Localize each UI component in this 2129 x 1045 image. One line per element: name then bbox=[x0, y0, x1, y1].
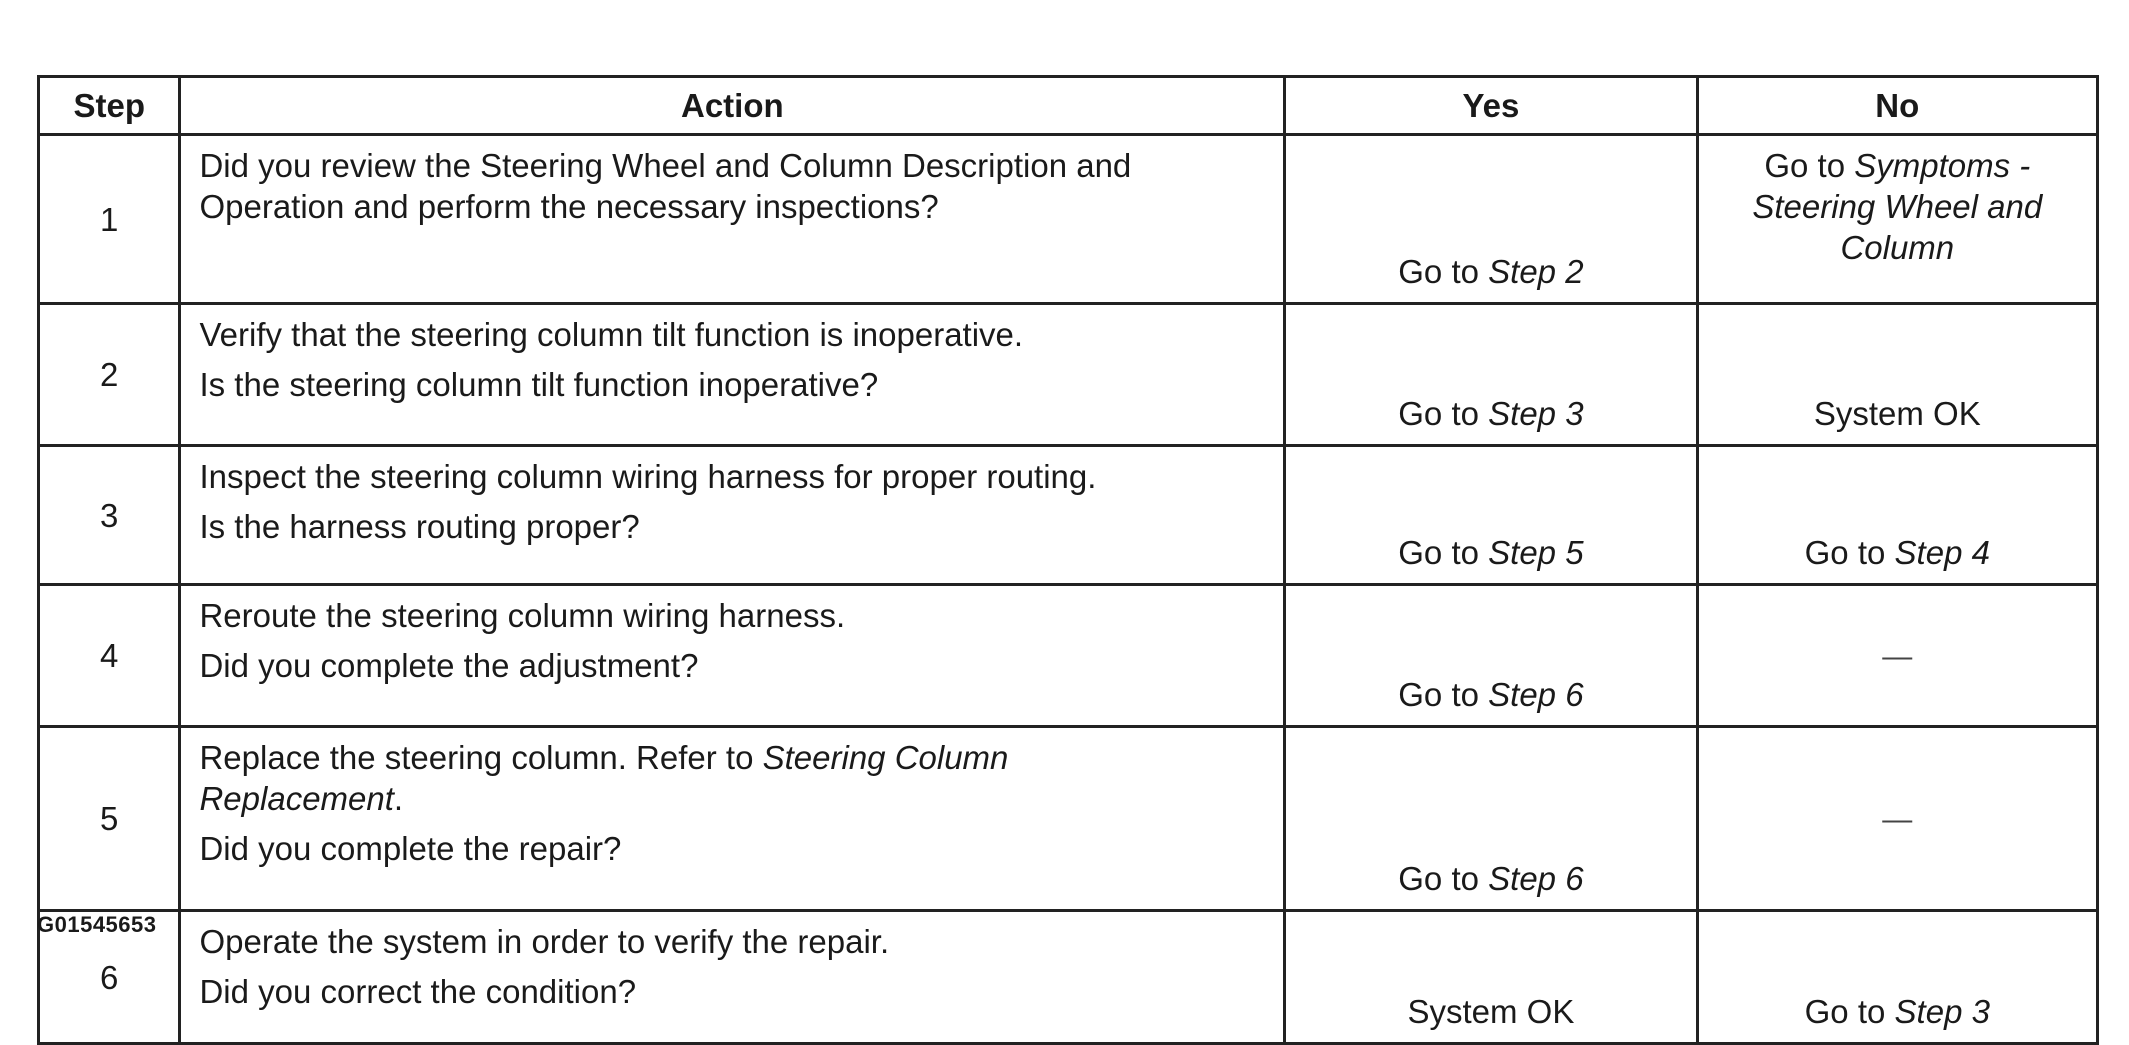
no-step-link[interactable]: Step 4 bbox=[1894, 534, 1990, 571]
yes-cell bbox=[1285, 585, 1697, 727]
yes-step-link[interactable]: Step 6 bbox=[1488, 860, 1584, 897]
no-prefix: Go to bbox=[1764, 147, 1855, 184]
step-number: 3 bbox=[39, 446, 180, 585]
yes-prefix: Go to bbox=[1398, 860, 1489, 897]
header-action: Action bbox=[180, 77, 1285, 135]
no-cell bbox=[1697, 446, 2097, 585]
yes-prefix: Go to bbox=[1398, 253, 1489, 290]
no-cell bbox=[1697, 727, 2097, 911]
table-row bbox=[39, 727, 2098, 911]
step-number: 6 bbox=[39, 911, 180, 1044]
not-applicable-dash: — bbox=[1882, 640, 1913, 673]
table-header-row bbox=[39, 77, 2098, 135]
header-no: No bbox=[1697, 77, 2097, 135]
step-number: 5 bbox=[39, 727, 180, 911]
header-step: Step bbox=[39, 77, 180, 135]
no-prefix: Go to bbox=[1804, 534, 1895, 571]
table-row bbox=[39, 911, 2098, 1044]
action-text: Operate the system in order to verify the repair. bbox=[199, 923, 890, 960]
no-prefix: Go to bbox=[1804, 993, 1895, 1030]
diagnostic-table bbox=[37, 75, 2099, 1045]
step-number: 1 bbox=[39, 135, 180, 304]
action-cell bbox=[180, 911, 1285, 1044]
action-cell bbox=[180, 446, 1285, 585]
no-cell bbox=[1697, 135, 2097, 304]
yes-cell bbox=[1285, 135, 1697, 304]
yes-cell bbox=[1285, 446, 1697, 585]
table-row bbox=[39, 446, 2098, 585]
action-text: Did you review the Steering Wheel and Column Description and bbox=[199, 147, 1132, 184]
no-symptoms-link[interactable]: Symptoms - bbox=[1854, 147, 2031, 184]
action-question: Is the harness routing proper? bbox=[199, 508, 640, 545]
yes-prefix: Go to bbox=[1398, 534, 1489, 571]
action-question: Did you correct the condition? bbox=[199, 973, 637, 1010]
no-cell bbox=[1697, 911, 2097, 1044]
table-row bbox=[39, 585, 2098, 727]
table-row bbox=[39, 304, 2098, 446]
yes-step-link[interactable]: Step 3 bbox=[1488, 395, 1584, 432]
table-row bbox=[39, 135, 2098, 304]
action-text: Inspect the steering column wiring harness for proper routing. bbox=[199, 458, 1097, 495]
figure-id: G01545653 bbox=[37, 912, 157, 937]
action-prefix: Replace the steering column. Refer to bbox=[199, 739, 763, 776]
yes-step-link[interactable]: Step 6 bbox=[1488, 676, 1584, 713]
yes-prefix: Go to bbox=[1398, 395, 1489, 432]
action-question: Is the steering column tilt function inoperative? bbox=[199, 366, 879, 403]
action-text: Verify that the steering column tilt function is inoperative. bbox=[199, 316, 1024, 353]
action-question: Did you complete the repair? bbox=[199, 830, 622, 867]
action-cell bbox=[180, 304, 1285, 446]
yes-cell bbox=[1285, 727, 1697, 911]
no-symptoms-link[interactable]: Column bbox=[1840, 229, 1955, 266]
no-symptoms-link[interactable]: Steering Wheel and bbox=[1752, 188, 2043, 225]
step-number: 2 bbox=[39, 304, 180, 446]
yes-step-link[interactable]: Step 2 bbox=[1488, 253, 1584, 290]
action-cell bbox=[180, 727, 1285, 911]
action-text: Operation and perform the necessary inspections? bbox=[199, 188, 939, 225]
action-cell bbox=[180, 585, 1285, 727]
yes-cell: System OK bbox=[1285, 911, 1697, 1044]
steering-column-replacement-link[interactable]: Replacement bbox=[199, 780, 394, 817]
action-text bbox=[199, 737, 1265, 819]
yes-cell bbox=[1285, 304, 1697, 446]
action-text: Reroute the steering column wiring harness. bbox=[199, 597, 846, 634]
yes-prefix: Go to bbox=[1398, 676, 1489, 713]
header-yes: Yes bbox=[1285, 77, 1697, 135]
steering-column-replacement-link[interactable]: Steering Column bbox=[762, 739, 1009, 776]
action-cell bbox=[180, 135, 1285, 304]
no-cell bbox=[1697, 585, 2097, 727]
step-number: 4 bbox=[39, 585, 180, 727]
action-question: Did you complete the adjustment? bbox=[199, 647, 699, 684]
no-cell: System OK bbox=[1697, 304, 2097, 446]
action-suffix: . bbox=[393, 780, 404, 817]
yes-step-link[interactable]: Step 5 bbox=[1488, 534, 1584, 571]
no-step-link[interactable]: Step 3 bbox=[1894, 993, 1990, 1030]
not-applicable-dash: — bbox=[1882, 803, 1913, 836]
